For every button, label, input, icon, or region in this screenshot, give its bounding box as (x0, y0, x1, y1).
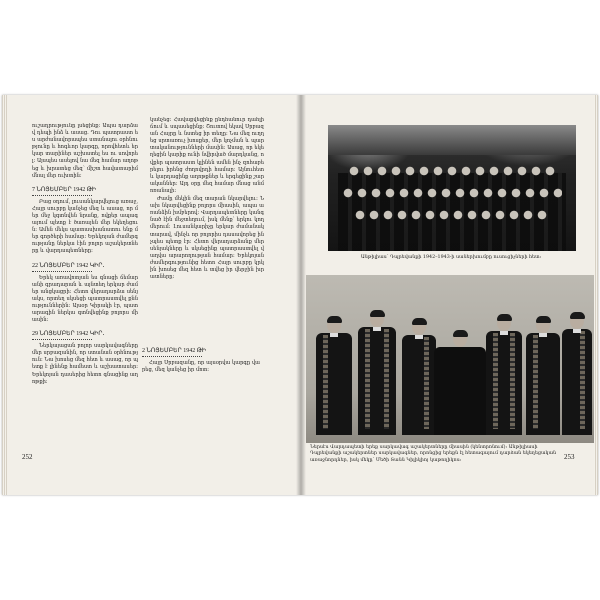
paragraph: Ժամը մեկին մեզ տարան նկարվելու։ Նախ նկարվեցինք բոլորս միասին, ապա առանձին խմբերով։ Վարդապետները կանգնած էին մեջտեղում, իսկ մենք՝ երկու կողմերում։ Լուսանկարիչը երկար ժամանակ տարավ, մինչև որ բոլորիս դասավորեց ինչպես պետք էր։ Հետո վերադարձանք մեր սենյակները և սկսեցինք պատրաստվել վաղվա արարողության համար։ Երեկոյան ժամերգությունից հետո Հայր սուրբը կրկին խոսեց մեզ հետ և տվեց իր վերջին խրատները։ (150, 196, 264, 281)
photo-background-trees (328, 125, 576, 155)
diary-date-heading: 29 ՆՈՅԵՄԲԵՐ 1942 ԿԻՐ․ (32, 331, 105, 338)
paragraph: կանչեց։ Հավաքվեցինք ընդհանուր դահլիճում և սպասեցինք։ Շուտով եկավ Սրբազան Հայրը և նստեց իր տեղը։ Նա մեզ ուղղեց սրտառուչ խոսքեր, մեր կոչման և պարտականությունների մասին։ Ասաց, որ եկեղեցին կարիք ունի նվիրված մարդկանց, ովքեր պատրաստ կլինեն ամեն ինչ զոհաբերելու իրենց ժողովրդի համար։ Այնուհետև կարդացինք աղոթքներ և երգեցինք շարականներ։ Այդ օրը մեզ համար մնաց անմոռանալի։ (150, 117, 264, 194)
page-number-right: 253 (564, 453, 575, 461)
paragraph: Բաց օդում, լուսանկարվելուց առաջ, Հայր սուրբը կանչեց մեզ և ասաց, որ մեր մեջ կգտնվեն նրանք, ովքեր ապագայում պետք է ծառայեն մեր եկեղեցուն։ Ամեն մեկս պատասխանատու ենք մեր գործերի համար։ Երեկոյան ժամերգությանը ներկա էին բոլոր աշակերտները և վարդապետները։ (32, 198, 138, 255)
diary-date-heading: 22 ՆՈՅԵՄԲԵՐ 1942 ԿԻՐ․ (32, 262, 105, 269)
photo-person (486, 315, 522, 435)
photo-person (358, 311, 396, 435)
page-number-left: 252 (22, 453, 33, 461)
photo-caption: Անթիլիաս՝ Դպրեվանքի 1942–1943-ի սաներխումբը ուսուցիչների հետ։ (360, 255, 542, 260)
photo-person (562, 313, 592, 435)
diary-date-heading: 2 ՆՈՅԵՄԲԵՐ 1942 ԹԻ (142, 348, 207, 354)
book-spread (2, 95, 598, 495)
paragraph: Հայր Սրբազանը, որ այսօրվա կարգը վարեց, մեզ կանչեց իր մոտ։ (142, 360, 260, 374)
paragraph: Ներկայացան բոլոր սարկավագները մեր սրբազանին, որ ստանան օրհնություն։ Նա խոսեց մեզ հետ և ասաց, որ պետք է լինենք համեստ և աշխատասեր։ Երեկոյան դասերից հետո գնացինք աղոթքի։ (32, 343, 138, 385)
photo-person (316, 317, 352, 435)
photo-faces-row (348, 165, 556, 181)
left-page-column-2-lower (142, 341, 260, 451)
left-page-column-1 (32, 123, 138, 475)
page-edges-left (2, 95, 7, 495)
heading-rule (142, 356, 202, 357)
deacons-photograph (306, 275, 594, 443)
heading-rule (32, 195, 92, 196)
heading-rule (32, 339, 92, 340)
heading-rule (32, 271, 92, 272)
photo-caption: Ներսէս Վարդապետի երեք սարկավագ աշակերտները միասին (կենտրոնում)։ Անթիլիասի Դպրեվանքի աշակերտներ սարկավագներ, որոնցից երեքն էլ հետագայում դարձան եկեղեցական առաջնորդներ, իսկ մեկը՝ Մեծի Տանն Կիլիկիոյ կաթողիկոս։ (310, 445, 557, 463)
paragraph: Երեկ առավոտյան ես գնացի ճեմարանի գրադարան և այնտեղ երկար ժամեր անցկացրի։ Հետո վերադարձա սենյակս, որտեղ սկսեցի պատրաստվել քննություններին։ Այսօր Կիրակի էր, պատարագին ներկա գտնվեցինք բոլորս միասին։ (32, 274, 138, 324)
photo-person-seated-priest (434, 331, 486, 435)
diary-date-heading: 7 ՆՈՅԵՄԲԵՐ 1942 ԹԻ (32, 186, 97, 193)
photo-person (526, 317, 560, 435)
right-page (306, 95, 594, 495)
book-gutter (296, 95, 306, 495)
paragraph: ուշադրությունը լսեցինք։ Ապա դարձավ դեպի ինձ և ասաց․ Դու պատրաստ ես արժանավորապես ստանալու օրհնությունը և հոգևոր կարգը, որովհետև երկար տարիներ աշխատել ես ու սովորել։ Այսպես ասելով նա մեզ համար աղոթեց և խրատեց մեզ՝ միշտ հավատարիմ մնալ մեր ուխտին։ (32, 123, 138, 179)
photo-faces-row (342, 187, 562, 203)
page-edges-right (594, 95, 598, 495)
photo-person (402, 319, 436, 435)
group-photograph (328, 125, 576, 251)
photo-faces-row (354, 209, 550, 225)
